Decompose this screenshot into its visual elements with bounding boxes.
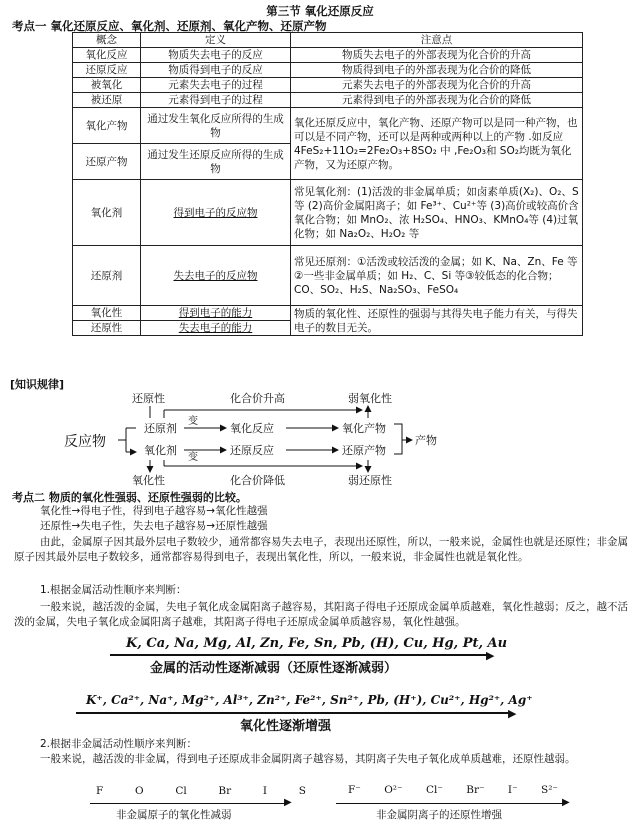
note-cell: 元素得到电子的外部表现为化合价的降低 <box>291 93 583 108</box>
arrow-line <box>90 803 288 804</box>
arrow-head-icon: ▶ <box>562 797 570 808</box>
table-row <box>73 108 583 144</box>
cation-oxidizing-series: K⁺, Ca²⁺, Na⁺, Mg²⁺, Al³⁺, Zn²⁺, Fe²⁺, Sn²⁺, Pb, (H⁺), Cu²⁺, Hg²⁺, Ag⁺ <box>86 693 533 707</box>
arrow-line <box>336 803 566 804</box>
metal-series-caption: 金属的活动性逐渐减弱（还原性逐渐减弱） <box>150 661 398 676</box>
table-row <box>73 48 583 63</box>
kaodian-1-heading: 考点一 氧化还原反应、氧化剂、还原剂、氧化产物、还原产物 <box>12 19 327 33</box>
atom-label: Br <box>218 785 232 797</box>
arrow-line <box>76 712 512 714</box>
note-cell: 物质失去电子的外部表现为化合价的升高 <box>291 48 583 63</box>
kaodian-2-heading: 考点二 物质的氧化性强弱、还原性强弱的比较。 <box>12 491 247 504</box>
concept-cell: 氧化性 <box>73 306 141 321</box>
definition-cell: 失去电子的能力 <box>141 321 291 336</box>
arrow-head-icon: ▶ <box>284 797 292 808</box>
table-row <box>73 180 583 246</box>
definition-cell: 物质失去电子的反应 <box>141 48 291 63</box>
bracket-right <box>394 424 402 454</box>
atom-label: O <box>135 785 144 797</box>
label-reducing-property: 还原性 <box>132 392 165 405</box>
table-row <box>73 306 583 321</box>
section-title: 第三节 氧化还原反应 <box>266 4 374 18</box>
anion-label: S²⁻ <box>541 784 558 796</box>
concept-cell: 氧化产物 <box>73 108 141 144</box>
definition-cell: 失去电子的反应物 <box>141 246 291 306</box>
table-row <box>73 78 583 93</box>
concept-cell: 被氧化 <box>73 78 141 93</box>
header-concept: 概念 <box>73 33 141 48</box>
anion-label: Br⁻ <box>466 784 485 796</box>
paragraph: 还原性→失电子性，失去电子越容易→还原性越强 <box>40 520 268 532</box>
note-cell: 物质的氧化性、还原性的强弱与其得失电子能力有关，与得失电子的数目无关。 <box>291 306 583 336</box>
table-row <box>73 246 583 306</box>
definition-cell: 元素失去电子的过程 <box>141 78 291 93</box>
concept-cell: 氧化反应 <box>73 48 141 63</box>
table-row <box>73 93 583 108</box>
definition-cell: 通过发生氧化反应所得的生成物 <box>141 108 291 144</box>
anion-label: Cl⁻ <box>425 784 443 796</box>
arrow-head-icon: ▶ <box>486 649 495 662</box>
anion-label: I⁻ <box>507 784 518 796</box>
subheading-nonmetal-order: 2.根据非金属活动性顺序来判断： <box>40 738 198 750</box>
label-oxidation-product: 氧化产物 <box>342 422 386 435</box>
label-reduction-product: 还原产物 <box>342 444 386 457</box>
definition-cell: 得到电子的能力 <box>141 306 291 321</box>
definition-cell: 物质得到电子的反应 <box>141 63 291 78</box>
atom-label: F <box>96 785 104 797</box>
table-row <box>73 63 583 78</box>
label-oxidizing-property: 氧化性 <box>132 474 165 486</box>
header-note: 注意点 <box>291 33 583 48</box>
note-cell: 元素失去电子的外部表现为化合价的升高 <box>291 78 583 93</box>
definition-cell: 通过发生还原反应所得的生成物 <box>141 144 291 180</box>
concept-cell: 被还原 <box>73 93 141 108</box>
subheading-metal-order: 1.根据金属活动性顺序来判断： <box>40 584 187 596</box>
cation-series-caption: 氧化性逐渐增强 <box>240 719 332 734</box>
label-valence-decrease: 化合价降低 <box>230 474 285 486</box>
concept-cell: 还原产物 <box>73 144 141 180</box>
label-valence-increase: 化合价升高 <box>230 392 285 405</box>
anion-label: F⁻ <box>348 784 361 796</box>
concept-cell: 还原剂 <box>73 246 141 306</box>
note-cell: 常见还原剂：①活泼或较活泼的金属；如 K、Na、Zn、Fe 等②一些非金属单质；如 H₂、C、Si 等③较低态的化合物；CO、SO₂、H₂S、Na₂SO₃、FeSO₄ <box>291 246 583 306</box>
paragraph: 氧化性→得电子性，得到电子越容易→氧化性越强 <box>40 505 268 517</box>
nonmetal-anion-series <box>348 784 558 796</box>
note-cell: 常见氧化剂：(1)活泼的非金属单质；如卤素单质(X₂)、O₂、S 等 (2)高价金属阳离子；如 Fe³⁺、Cu²⁺等 (3)高价或较高价含氧化合物；如 MnO₂、浓 H₂SO₄、HNO₃、KMnO₄等 (4)过氧化物；如 Na₂O₂、H₂O₂ 等 <box>291 180 583 246</box>
atom-label: Cl <box>175 785 187 797</box>
note-cell: 物质得到电子的外部表现为化合价的降低 <box>291 63 583 78</box>
label-weak-reducing: 弱还原性 <box>348 474 392 486</box>
concept-cell: 还原反应 <box>73 63 141 78</box>
concept-cell: 氧化剂 <box>73 180 141 246</box>
label-weak-oxidizing: 弱氧化性 <box>348 392 392 405</box>
label-oxidant: 氧化剂 <box>144 444 177 457</box>
label-change-bottom: 变 <box>188 452 198 463</box>
header-definition: 定义 <box>141 33 291 48</box>
label-change-top: 变 <box>188 416 198 427</box>
nonmetal-anion-caption: 非金属阴离子的还原性增强 <box>376 809 502 821</box>
definition-cell: 元素得到电子的过程 <box>141 93 291 108</box>
metal-activity-series: K, Ca, Na, Mg, Al, Zn, Fe, Sn, Pb, (H), Cu, Hg, Pt, Au <box>126 636 508 651</box>
label-oxidation-reaction: 氧化反应 <box>230 422 274 435</box>
label-products: 产物 <box>415 434 437 447</box>
atom-label: S <box>298 785 306 797</box>
paragraph: 由此，金属原子因其最外层电子数较少，通常都容易失去电子，表现出还原性，所以，一般来说，金属性也就是还原性；非金属原子因其最外层电子数较多，通常都容易得到电子，表现出氧化性，所以，一般来说，非金属性也就是氧化性。 <box>14 536 628 563</box>
label-reactants: 反应物 <box>64 434 106 450</box>
table-header-row <box>73 33 583 48</box>
nonmetal-atom-series <box>96 785 306 797</box>
knowledge-rules-heading: [知识规律] <box>10 378 65 391</box>
concept-cell: 还原性 <box>73 321 141 336</box>
definition-cell: 得到电子的反应物 <box>141 180 291 246</box>
atom-label: I <box>262 785 268 797</box>
anion-label: O²⁻ <box>384 784 403 796</box>
redox-relationship-diagram <box>60 388 480 486</box>
concept-table <box>72 32 583 336</box>
paragraph: 一般来说，越活泼的金属，失电子氧化成金属阳离子越容易，其阳离子得电子还原成金属单质越难，氧化性越弱；反之，越不活泼的金属，失电子氧化成金属阳离子越难，其阳离子得电子还原成金属单质越容易，氧化性越强。 <box>14 601 628 628</box>
note-cell: 氧化还原反应中，氧化产物、还原产物可以是同一种产物，也可以是不同产物，还可以是两种或两种以上的产物 .如反应 4FeS₂+11O₂=2Fe₂O₃+8SO₂ 中 ,Fe₂O₃和 SO₂均既为氧化产物，又为还原产物。 <box>291 108 583 180</box>
arrow-line <box>110 654 490 656</box>
label-reduction-reaction: 还原反应 <box>230 444 274 457</box>
arrow-head-icon: ▶ <box>508 707 517 720</box>
label-reducer: 还原剂 <box>144 422 177 435</box>
bracket-left <box>126 428 136 452</box>
nonmetal-atom-caption: 非金属原子的氧化性减弱 <box>116 809 232 821</box>
paragraph: 一般来说，越活泼的非金属，得到电子还原成非金属阴离子越容易，其阴离子失电子氧化成单质越难，还原性越弱。 <box>40 753 576 765</box>
